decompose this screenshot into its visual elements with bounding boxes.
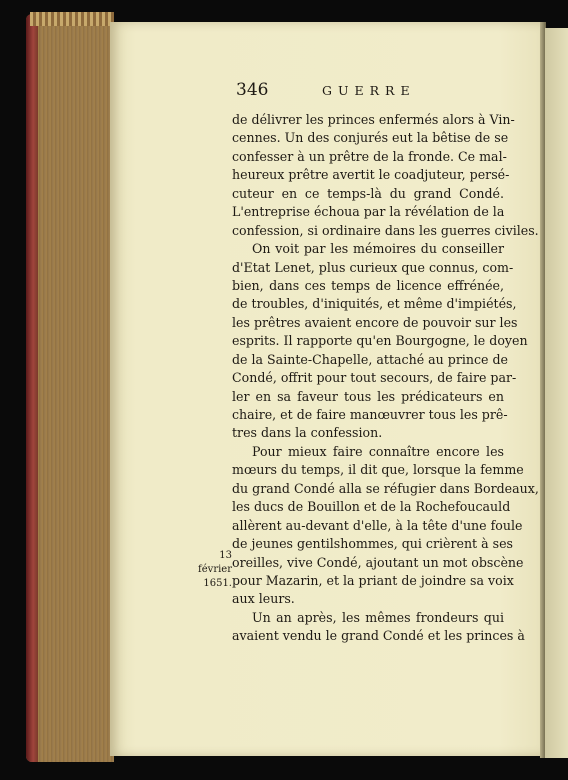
text-line: de jeunes gentilshommes, qui crièrent à ses xyxy=(232,536,514,552)
text-line: les ducs de Bouillon et de la Rochefoucauld xyxy=(232,499,511,515)
text-line: oreilles, vive Condé, ajoutant un mot obscène xyxy=(232,554,524,570)
text-line: d'Etat Lenet, plus curieux que connus, com- xyxy=(232,259,514,275)
text-line: On voit par les mémoires du conseiller xyxy=(252,241,504,257)
text-line: pour Mazarin, et la priant de joindre sa voix xyxy=(232,572,514,588)
text-line: L'entreprise échoua par la révélation de la xyxy=(232,204,505,220)
text-line: de délivrer les princes enfermés alors à Vin- xyxy=(232,112,515,127)
text-line: ler en sa faveur tous les prédicateurs en xyxy=(232,388,504,404)
text-line: Un an après, les mêmes frondeurs qui xyxy=(252,609,504,625)
text-line: confession, si ordinaire dans les guerres civiles. xyxy=(232,222,539,238)
book-fore-edge xyxy=(26,14,114,762)
text-line: de la Sainte-Chapelle, attaché au prince de xyxy=(232,351,509,367)
book-top-edge xyxy=(30,12,114,26)
text-line: Pour mieux faire connaître encore les xyxy=(252,443,504,459)
text-line: avaient vendu le grand Condé et les princes à xyxy=(232,628,525,644)
text-line: cennes. Un des conjurés eut la bêtise de se xyxy=(232,130,509,146)
text-line: chaire, et de faire manœuvrer tous les prê- xyxy=(232,407,508,422)
text-line: heureux prêtre avertit le coadjuteur, persé- xyxy=(232,167,510,183)
body-text xyxy=(232,111,539,646)
page-number: 346 xyxy=(236,80,269,100)
next-page-edge xyxy=(545,28,568,758)
text-line: bien, dans ces temps de licence effrénée, xyxy=(232,277,504,293)
text-line: aux leurs. xyxy=(232,591,295,607)
margin-note-date: 13 février xyxy=(198,550,232,575)
text-line: mœurs du temps, il dit que, lorsque la femme xyxy=(232,462,524,478)
text-line: allèrent au-devant d'elle, à la tête d'une foule xyxy=(232,517,523,533)
text-line: les prêtres avaient encore de pouvoir sur les xyxy=(232,314,518,330)
running-head: GUERRE xyxy=(322,83,416,98)
text-line: cuteur en ce temps-là du grand Condé. xyxy=(232,185,504,201)
margin-note-year: 1651. xyxy=(203,578,232,589)
text-line: confesser à un prêtre de la fronde. Ce mal- xyxy=(232,148,507,164)
margin-note xyxy=(186,549,232,591)
text-line: de troubles, d'iniquités, et même d'impiétés, xyxy=(232,296,517,312)
text-line: tres dans la confession. xyxy=(232,425,383,441)
text-line: du grand Condé alla se réfugier dans Bordeaux, xyxy=(232,480,539,496)
text-line: Condé, offrit pour tout secours, de faire par- xyxy=(232,370,517,386)
text-line: esprits. Il rapporte qu'en Bourgogne, le doyen xyxy=(232,333,528,349)
